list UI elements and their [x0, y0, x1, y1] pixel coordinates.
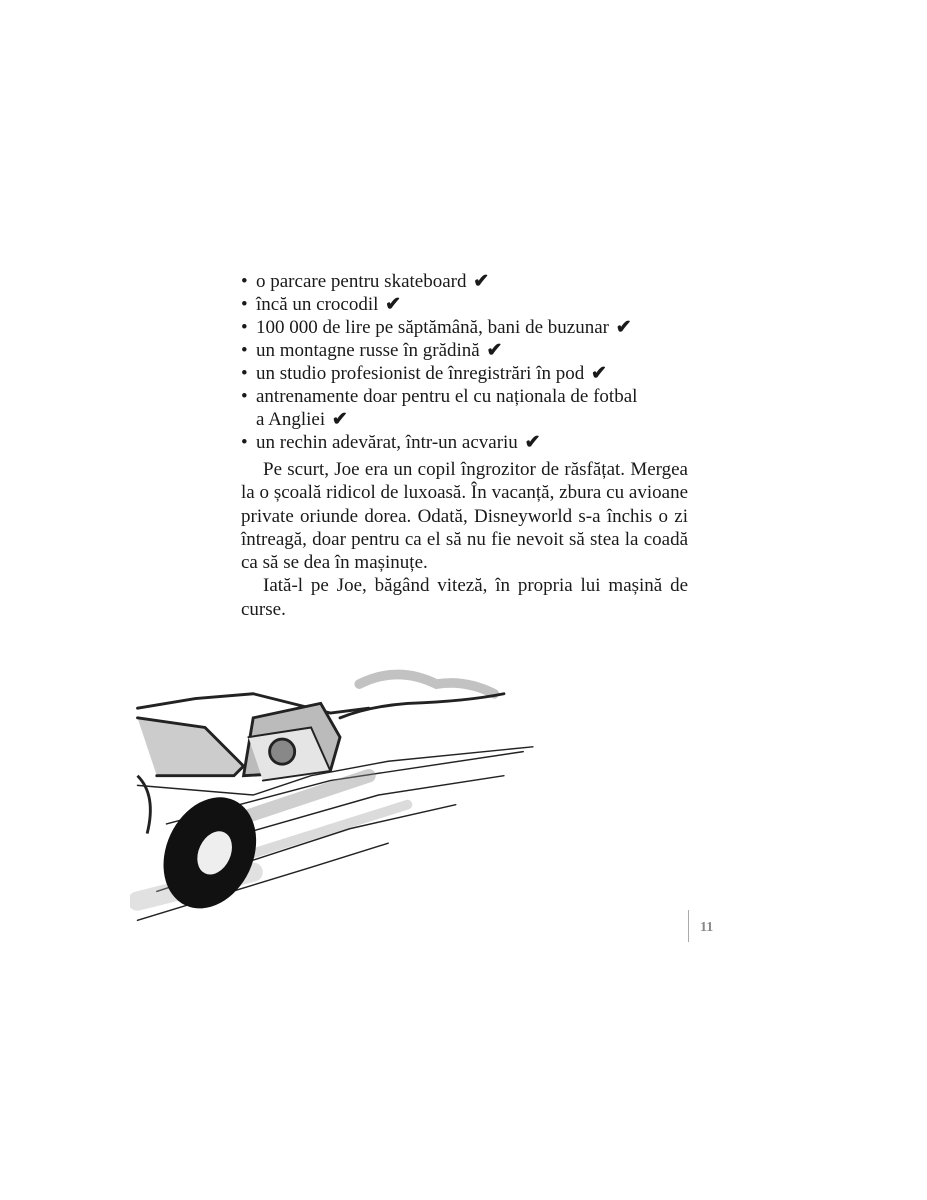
paragraph-line: ca să se dea în mașinuțe. — [241, 552, 428, 574]
bullet: • — [241, 271, 248, 292]
bullet: • — [241, 340, 248, 361]
body-text — [241, 458, 688, 621]
list-item-text: 100 000 de lire pe săptămână, bani de buzunar — [256, 317, 609, 338]
bullet: • — [241, 363, 248, 384]
paragraph-line: curse. — [241, 598, 286, 620]
paragraph — [241, 574, 688, 621]
paragraph-line: întreagă, doar pentru ca el să nu fie nevoit să stea la coadă — [241, 528, 688, 550]
page-number: 11 — [700, 920, 714, 935]
checkmark-icon: ✔ — [615, 317, 632, 338]
list-item-text: un rechin adevărat, într-un acvariu — [256, 432, 518, 453]
list-item — [241, 431, 701, 454]
paragraph — [241, 458, 688, 574]
list-item-text: un studio profesionist de înregistrări în pod — [256, 363, 585, 384]
list-item — [241, 362, 701, 385]
checkmark-icon: ✔ — [331, 409, 348, 430]
list-item-text: antrenamente doar pentru el cu naționala de fotbal — [256, 386, 638, 407]
paragraph-line: la o școală ridicol de luxoasă. În vacanță, zbura cu avioane — [241, 482, 688, 504]
page-number-rule — [688, 910, 689, 942]
checkmark-icon: ✔ — [385, 294, 402, 315]
bullet: • — [241, 386, 248, 407]
list-item-text: un montagne russe în grădină — [256, 340, 480, 361]
list-item-text: încă un crocodil — [256, 294, 379, 315]
paragraph-line: Pe scurt, Joe era un copil îngrozitor de răsfățat. Mergea — [263, 459, 688, 480]
list-item — [241, 385, 701, 431]
list-item-text: o parcare pentru skateboard — [256, 271, 467, 292]
checkmark-icon: ✔ — [486, 340, 503, 361]
list-item — [241, 293, 701, 316]
list-item — [241, 316, 701, 339]
bullet: • — [241, 317, 248, 338]
bullet: • — [241, 432, 248, 453]
list-item — [241, 339, 701, 362]
paragraph-line: Iată-l pe Joe, băgând viteză, în propria lui mașină de — [263, 575, 688, 597]
list-item-text: a Angliei — [256, 409, 326, 430]
wish-list — [241, 270, 701, 454]
checkmark-icon: ✔ — [590, 363, 607, 384]
paragraph-line: private oriunde dorea. Odată, Disneyworld s-a închis o zi — [241, 505, 688, 527]
bullet: • — [241, 294, 248, 315]
checkmark-icon: ✔ — [524, 432, 541, 453]
checkmark-icon: ✔ — [473, 271, 490, 292]
list-item — [241, 270, 701, 293]
race-car-illustration — [130, 660, 550, 930]
